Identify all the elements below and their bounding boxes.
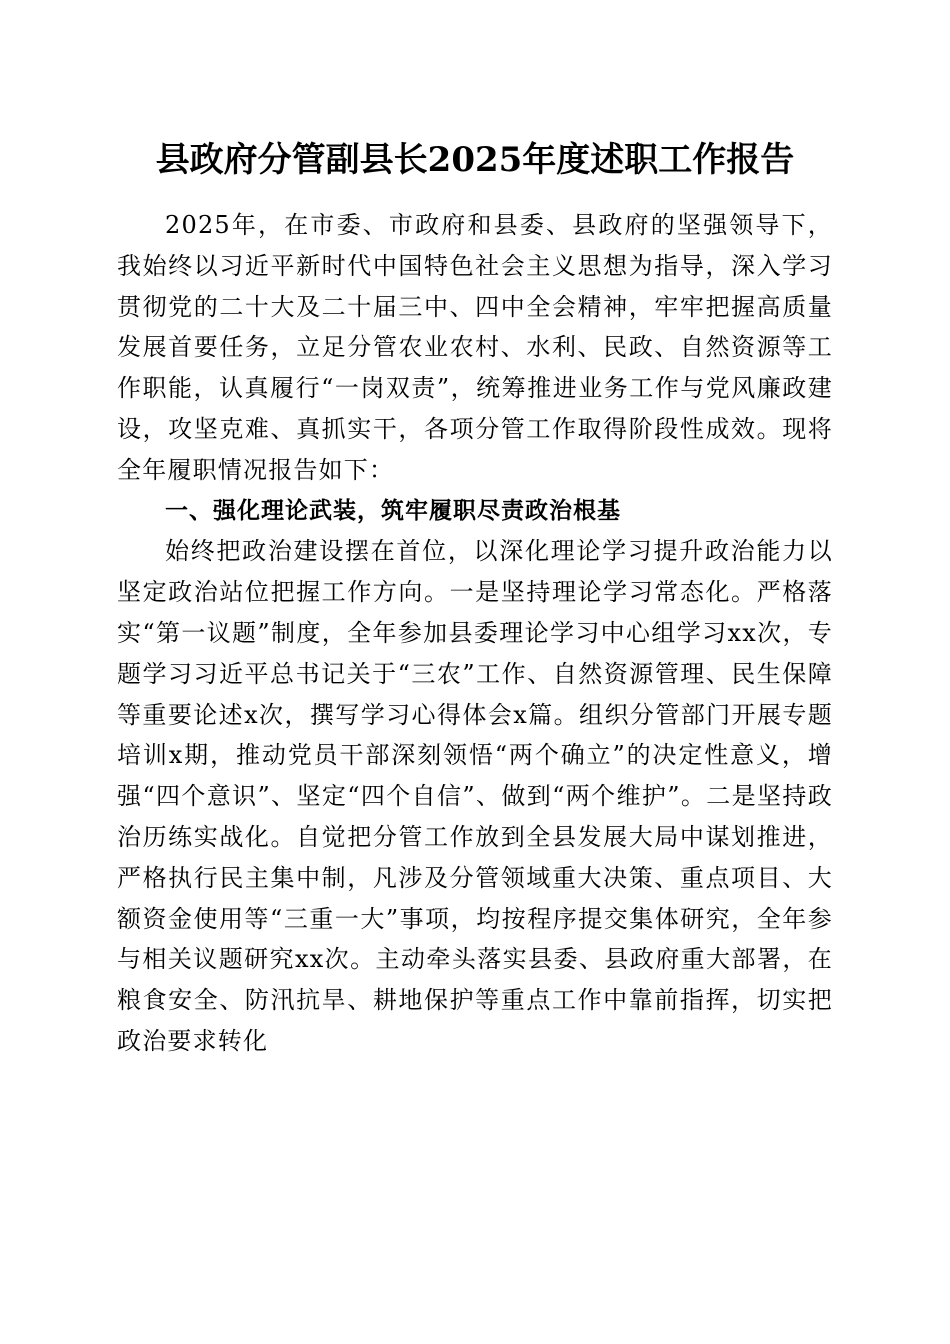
section-1-paragraph: 始终把政治建设摆在首位，以深化理论学习提升政治能力以坚定政治站位把握工作方向。一是坚持理论学习常态化。严格落实“第一议题”制度，全年参加县委理论学习中心组学习xx次，专题学习习近平总书记关于“三农”工作、自然资源管理、民生保障等重要论述x次，撰写学习心得体会x篇。组织分管部门开展专题培训x期，推动党员干部深刻领悟“两个确立”的决定性意义，增强“四个意识”、坚定“四个自信”、做到“两个维护”。二是坚持政治历练实战化。自觉把分管工作放到全县发展大局中谋划推进，严格执行民主集中制，凡涉及分管领域重大决策、重点项目、大额资金使用等“三重一大”事项，均按程序提交集体研究，全年参与相关议题研究xx次。主动牵头落实县委、县政府重大部署，在粮食安全、防汛抗旱、耕地保护等重点工作中靠前指挥，切实把政治要求转化: [117, 537, 833, 1055]
intro-paragraph: 2025年，在市委、市政府和县委、县政府的坚强领导下，我始终以习近平新时代中国特色社会主义思想为指导，深入学习贯彻党的二十大及二十届三中、四中全会精神，牢牢把握高质量发展首要任务，立足分管农业农村、水利、民政、自然资源等工作职能，认真履行“一岗双责”，统筹推进业务工作与党风廉政建设，攻坚克难、真抓实干，各项分管工作取得阶段性成效。现将全年履职情况报告如下：: [117, 211, 833, 484]
document-body: [117, 205, 833, 1062]
document-title: 县政府分管副县长2025年度述职工作报告: [155, 140, 795, 180]
section-1-heading: 一、强化理论武装，筑牢履职尽责政治根基: [165, 497, 621, 524]
